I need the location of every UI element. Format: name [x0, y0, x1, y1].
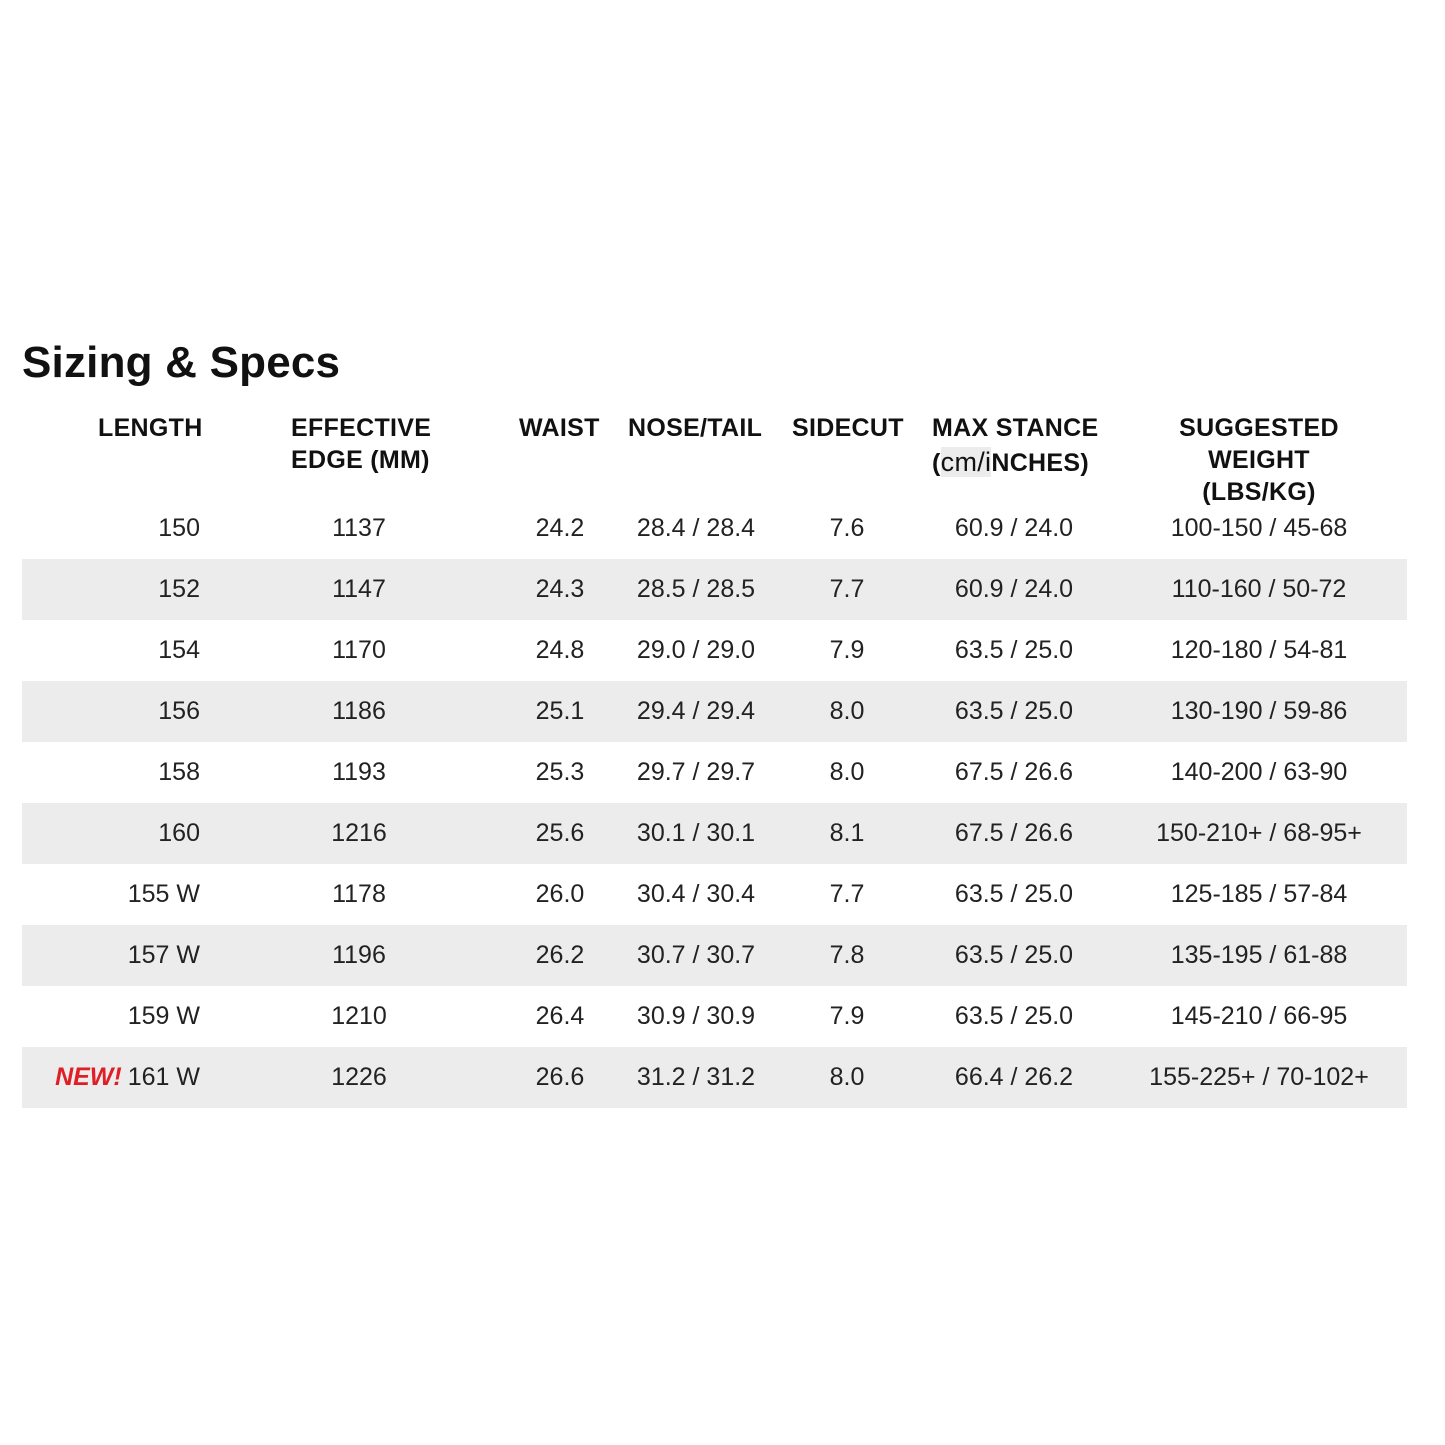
header-weight-line1: SUGGESTED WEIGHT [1179, 414, 1339, 474]
cell-length: NEW! 161 W [55, 1063, 200, 1091]
header-stance-line1: MAX STANCE [932, 414, 1099, 442]
table-row [22, 681, 1407, 742]
cell-length: 155 W [127, 880, 200, 908]
cell-weight: 110-160 / 50-72 [1171, 575, 1347, 603]
header-waist: WAIST [519, 414, 600, 442]
cell-nose-tail: 30.9 / 30.9 [636, 1002, 756, 1030]
cell-nose-tail: 30.1 / 30.1 [636, 819, 756, 847]
header-effective-edge [291, 412, 431, 476]
cell-waist: 24.3 [535, 575, 585, 603]
cell-stance: 60.9 / 24.0 [954, 514, 1074, 542]
table-row [22, 1047, 1407, 1108]
cell-waist: 25.6 [535, 819, 585, 847]
cell-nose-tail: 29.7 / 29.7 [636, 758, 756, 786]
table-row [22, 803, 1407, 864]
cell-weight: 130-190 / 59-86 [1170, 697, 1348, 725]
cell-edge: 1170 [332, 636, 386, 664]
cell-edge: 1196 [332, 941, 386, 969]
cell-sidecut: 7.9 [829, 636, 865, 664]
cell-stance: 63.5 / 25.0 [954, 880, 1074, 908]
cell-edge: 1226 [331, 1063, 387, 1091]
cell-sidecut: 8.0 [829, 1063, 865, 1091]
cell-length: 160 [158, 819, 200, 847]
cell-waist: 26.2 [535, 941, 585, 969]
cell-edge: 1210 [331, 1002, 387, 1030]
cell-weight: 140-200 / 63-90 [1170, 758, 1348, 786]
new-badge: NEW! [55, 1063, 122, 1091]
header-stance-line2 [932, 446, 1098, 479]
header-stance-open: ( [932, 449, 941, 477]
header-max-stance [932, 412, 1098, 479]
spec-table [22, 498, 1407, 1108]
cell-edge: 1216 [331, 819, 387, 847]
cell-weight: 120-180 / 54-81 [1170, 636, 1348, 664]
cell-waist: 25.3 [535, 758, 585, 786]
cell-weight: 145-210 / 66-95 [1170, 1002, 1348, 1030]
header-sidecut: SIDECUT [792, 414, 904, 442]
cell-waist: 25.1 [535, 697, 585, 725]
cell-length: 154 [158, 636, 200, 664]
cell-stance: 66.4 / 26.2 [954, 1063, 1074, 1091]
table-header [22, 412, 1407, 506]
cell-nose-tail: 31.2 / 31.2 [636, 1063, 756, 1091]
header-stance-unit: cm/i [940, 447, 992, 477]
table-row [22, 620, 1407, 681]
cell-length: 156 [158, 697, 200, 725]
table-row [22, 559, 1407, 620]
cell-sidecut: 7.9 [829, 1002, 865, 1030]
cell-edge: 1147 [332, 575, 386, 603]
cell-nose-tail: 30.7 / 30.7 [636, 941, 756, 969]
cell-sidecut: 8.1 [829, 819, 865, 847]
header-edge-line1: EFFECTIVE [291, 414, 432, 442]
cell-sidecut: 8.0 [829, 758, 865, 786]
header-edge-line2: EDGE (MM) [291, 446, 430, 474]
cell-weight: 150-210+ / 68-95+ [1156, 819, 1362, 847]
header-length: LENGTH [98, 414, 203, 442]
cell-length: 159 W [127, 1002, 200, 1030]
cell-nose-tail: 28.4 / 28.4 [636, 514, 756, 542]
cell-edge: 1193 [332, 758, 386, 786]
cell-edge: 1186 [332, 697, 386, 725]
header-nose-tail: NOSE/TAIL [628, 414, 763, 442]
cell-stance: 63.5 / 25.0 [954, 636, 1074, 664]
cell-nose-tail: 30.4 / 30.4 [636, 880, 756, 908]
cell-edge: 1137 [332, 514, 386, 542]
cell-nose-tail: 29.4 / 29.4 [636, 697, 756, 725]
cell-nose-tail: 28.5 / 28.5 [636, 575, 756, 603]
cell-length: 158 [158, 758, 200, 786]
cell-nose-tail: 29.0 / 29.0 [636, 636, 756, 664]
cell-weight: 135-195 / 61-88 [1170, 941, 1348, 969]
cell-stance: 63.5 / 25.0 [954, 1002, 1074, 1030]
cell-waist: 24.2 [535, 514, 585, 542]
cell-waist: 26.4 [535, 1002, 585, 1030]
cell-sidecut: 7.7 [829, 575, 865, 603]
cell-stance: 67.5 / 26.6 [954, 819, 1074, 847]
cell-edge: 1178 [332, 880, 386, 908]
cell-length: 150 [158, 514, 200, 542]
table-row [22, 986, 1407, 1047]
cell-sidecut: 8.0 [829, 697, 865, 725]
table-row [22, 498, 1407, 559]
cell-weight: 100-150 / 45-68 [1170, 514, 1348, 542]
cell-weight: 155-225+ / 70-102+ [1149, 1063, 1369, 1091]
header-suggested-weight [1130, 412, 1388, 508]
cell-stance: 67.5 / 26.6 [954, 758, 1074, 786]
table-row [22, 742, 1407, 803]
page-title: Sizing & Specs [22, 338, 341, 387]
table-row [22, 864, 1407, 925]
cell-length: 152 [158, 575, 200, 603]
cell-stance: 63.5 / 25.0 [954, 697, 1074, 725]
header-stance-close: NCHES) [991, 449, 1089, 477]
header-weight-line2: (LBS/KG) [1202, 478, 1316, 506]
table-row [22, 925, 1407, 986]
cell-sidecut: 7.7 [829, 880, 865, 908]
cell-sidecut: 7.8 [829, 941, 865, 969]
cell-waist: 26.6 [535, 1063, 585, 1091]
cell-stance: 63.5 / 25.0 [954, 941, 1074, 969]
cell-length: 157 W [127, 941, 200, 969]
cell-waist: 24.8 [535, 636, 585, 664]
cell-stance: 60.9 / 24.0 [954, 575, 1074, 603]
cell-sidecut: 7.6 [829, 514, 865, 542]
cell-waist: 26.0 [535, 880, 585, 908]
cell-weight: 125-185 / 57-84 [1170, 880, 1348, 908]
